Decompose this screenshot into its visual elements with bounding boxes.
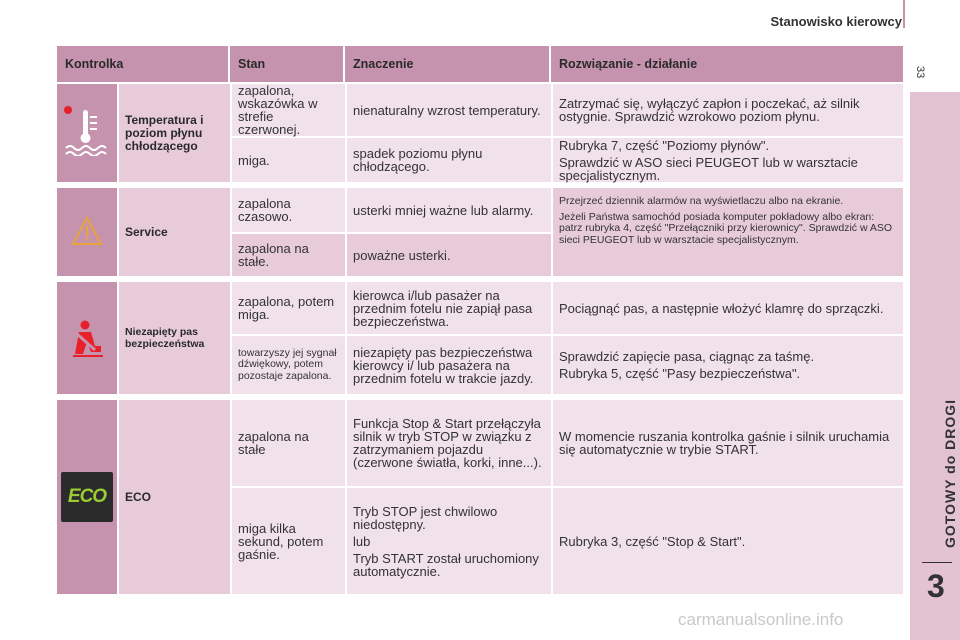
group-service — [57, 188, 903, 276]
table-row — [230, 488, 903, 594]
cell-stan: towarzyszy jej sygnał dźwiękowy, potem pozostaje zapalona. — [230, 336, 345, 394]
group-name-eco: ECO — [117, 400, 230, 594]
cell-rozwiazanie: Pociągnąć pas, a następnie włożyć klamrę do sprzączki. — [551, 282, 903, 334]
header-znaczenie: Znaczenie — [345, 46, 551, 82]
rozwiazanie-line: Rubryka 5, część "Pasy bezpieczeństwa". — [559, 366, 801, 381]
cell-stan: zapalona na stałe — [230, 400, 345, 486]
cell-stan: miga. — [230, 138, 345, 182]
side-tab — [910, 92, 960, 640]
cell-stan: zapalona, wskazówka w strefie czerwonej. — [230, 84, 345, 136]
cell-znaczenie — [345, 488, 551, 594]
znaczenie-line: Tryb START został uruchomiony automatycznie. — [353, 550, 539, 579]
header-rozwiazanie: Rozwiązanie - działanie — [559, 57, 698, 71]
rozwiazanie-line: Sprawdzić w ASO sieci PEUGEOT lub w warsztacie specjalistycznym. — [559, 154, 858, 183]
table-row — [230, 282, 903, 334]
group-seatbelt — [57, 282, 903, 394]
eco-icon — [61, 472, 113, 522]
cell-znaczenie: kierowca i/lub pasażer na przednim fotelu nie zapiął pasa bezpieczeństwa. — [345, 282, 551, 334]
cell-stan: zapalona, potem miga. — [230, 282, 345, 334]
cell-rozwiazanie: Rubryka 3, część "Stop & Start". — [551, 488, 903, 594]
cell-rozwiazanie — [551, 138, 903, 182]
table-row — [230, 138, 903, 182]
znaczenie-line: Tryb STOP jest chwilowo niedostępny. — [353, 503, 498, 532]
group-coolant — [57, 84, 903, 182]
side-divider — [922, 562, 952, 563]
rozwiazanie-line: Jeżeli Państwa samochód posiada komputer pokładowy albo ekran: patrz rubryka 4, część "Przełączniki przy kierownicy". Sprawdzić w ASO sieci PEUGEOT lub w warsztacie specjalistycznym. — [559, 210, 893, 246]
table-row — [230, 234, 551, 276]
cell-znaczenie: Funkcja Stop & Start przełączyła silnik w tryb STOP w związku z zatrzymaniem pojazdu (czerwone światła, korki, inne...). — [345, 400, 551, 486]
table-row — [230, 188, 903, 246]
side-section-label: GOTOWY do DROGI — [942, 398, 958, 548]
seatbelt-icon-cell — [57, 282, 117, 394]
cell-znaczenie: niezapięty pas bezpieczeństwa kierowcy i/ lub pasażera na przednim fotelu w trakcie jazdy. — [345, 336, 551, 394]
page-number: 33 — [914, 66, 926, 79]
cell-znaczenie: poważne usterki. — [345, 234, 551, 276]
cell-znaczenie: usterki mniej ważne lub alarmy. — [345, 188, 551, 232]
group-name-seatbelt: Niezapięty pas bezpieczeństwa — [117, 282, 230, 394]
cell-rozwiazanie: Zatrzymać się, wyłączyć zapłon i poczekać, aż silnik ostygnie. Sprawdzić wzrokowo poziom płynu. — [551, 84, 903, 136]
cell-rozwiazanie: W momencie ruszania kontrolka gaśnie i silnik uruchamia się automatycznie w trybie START. — [551, 400, 903, 486]
rozwiazanie-line: Rubryka 7, część "Poziomy płynów". — [559, 137, 770, 153]
chapter-number: 3 — [927, 568, 945, 604]
cell-rozwiazanie — [551, 336, 903, 394]
cell-stan: zapalona czasowo. — [230, 188, 345, 232]
coolant-temperature-icon — [63, 106, 109, 156]
page-header-title: Stanowisko kierowcy — [770, 14, 902, 29]
rozwiazanie-line: Sprawdzić zapięcie pasa, ciągnąc za taśmę. — [559, 349, 815, 364]
znaczenie-line: lub — [353, 533, 371, 549]
cell-stan: zapalona na stałe. — [230, 234, 345, 276]
service-warning-icon — [71, 216, 103, 246]
cell-stan: miga kilka sekund, potem gaśnie. — [230, 488, 345, 594]
group-name-service: Service — [117, 188, 230, 276]
header-stan: Stan — [230, 46, 345, 82]
cell-znaczenie: nienaturalny wzrost temperatury. — [345, 84, 551, 136]
table-header — [57, 46, 903, 82]
rozwiazanie-line: Przejrzeć dziennik alarmów na wyświetlaczu albo na ekranie. — [559, 195, 844, 207]
header-kontrolka: Kontrolka — [57, 46, 230, 82]
warning-lights-table — [57, 46, 903, 579]
group-name-coolant: Temperatura i poziom płynu chłodzącego — [117, 84, 230, 182]
table-row — [230, 84, 903, 136]
eco-icon-cell — [57, 400, 117, 594]
watermark: carmanualsonline.info — [678, 610, 844, 629]
eco-icon-label: ECO — [67, 486, 107, 507]
group-eco — [57, 400, 903, 594]
coolant-icon-cell — [57, 84, 117, 182]
seatbelt-icon — [69, 320, 105, 358]
cell-znaczenie: spadek poziomu płynu chłodzącego. — [345, 138, 551, 182]
cell-rozwiazanie — [551, 188, 903, 276]
table-row — [230, 336, 903, 394]
service-icon-cell — [57, 188, 117, 276]
header-divider — [903, 0, 905, 28]
table-row — [230, 400, 903, 486]
